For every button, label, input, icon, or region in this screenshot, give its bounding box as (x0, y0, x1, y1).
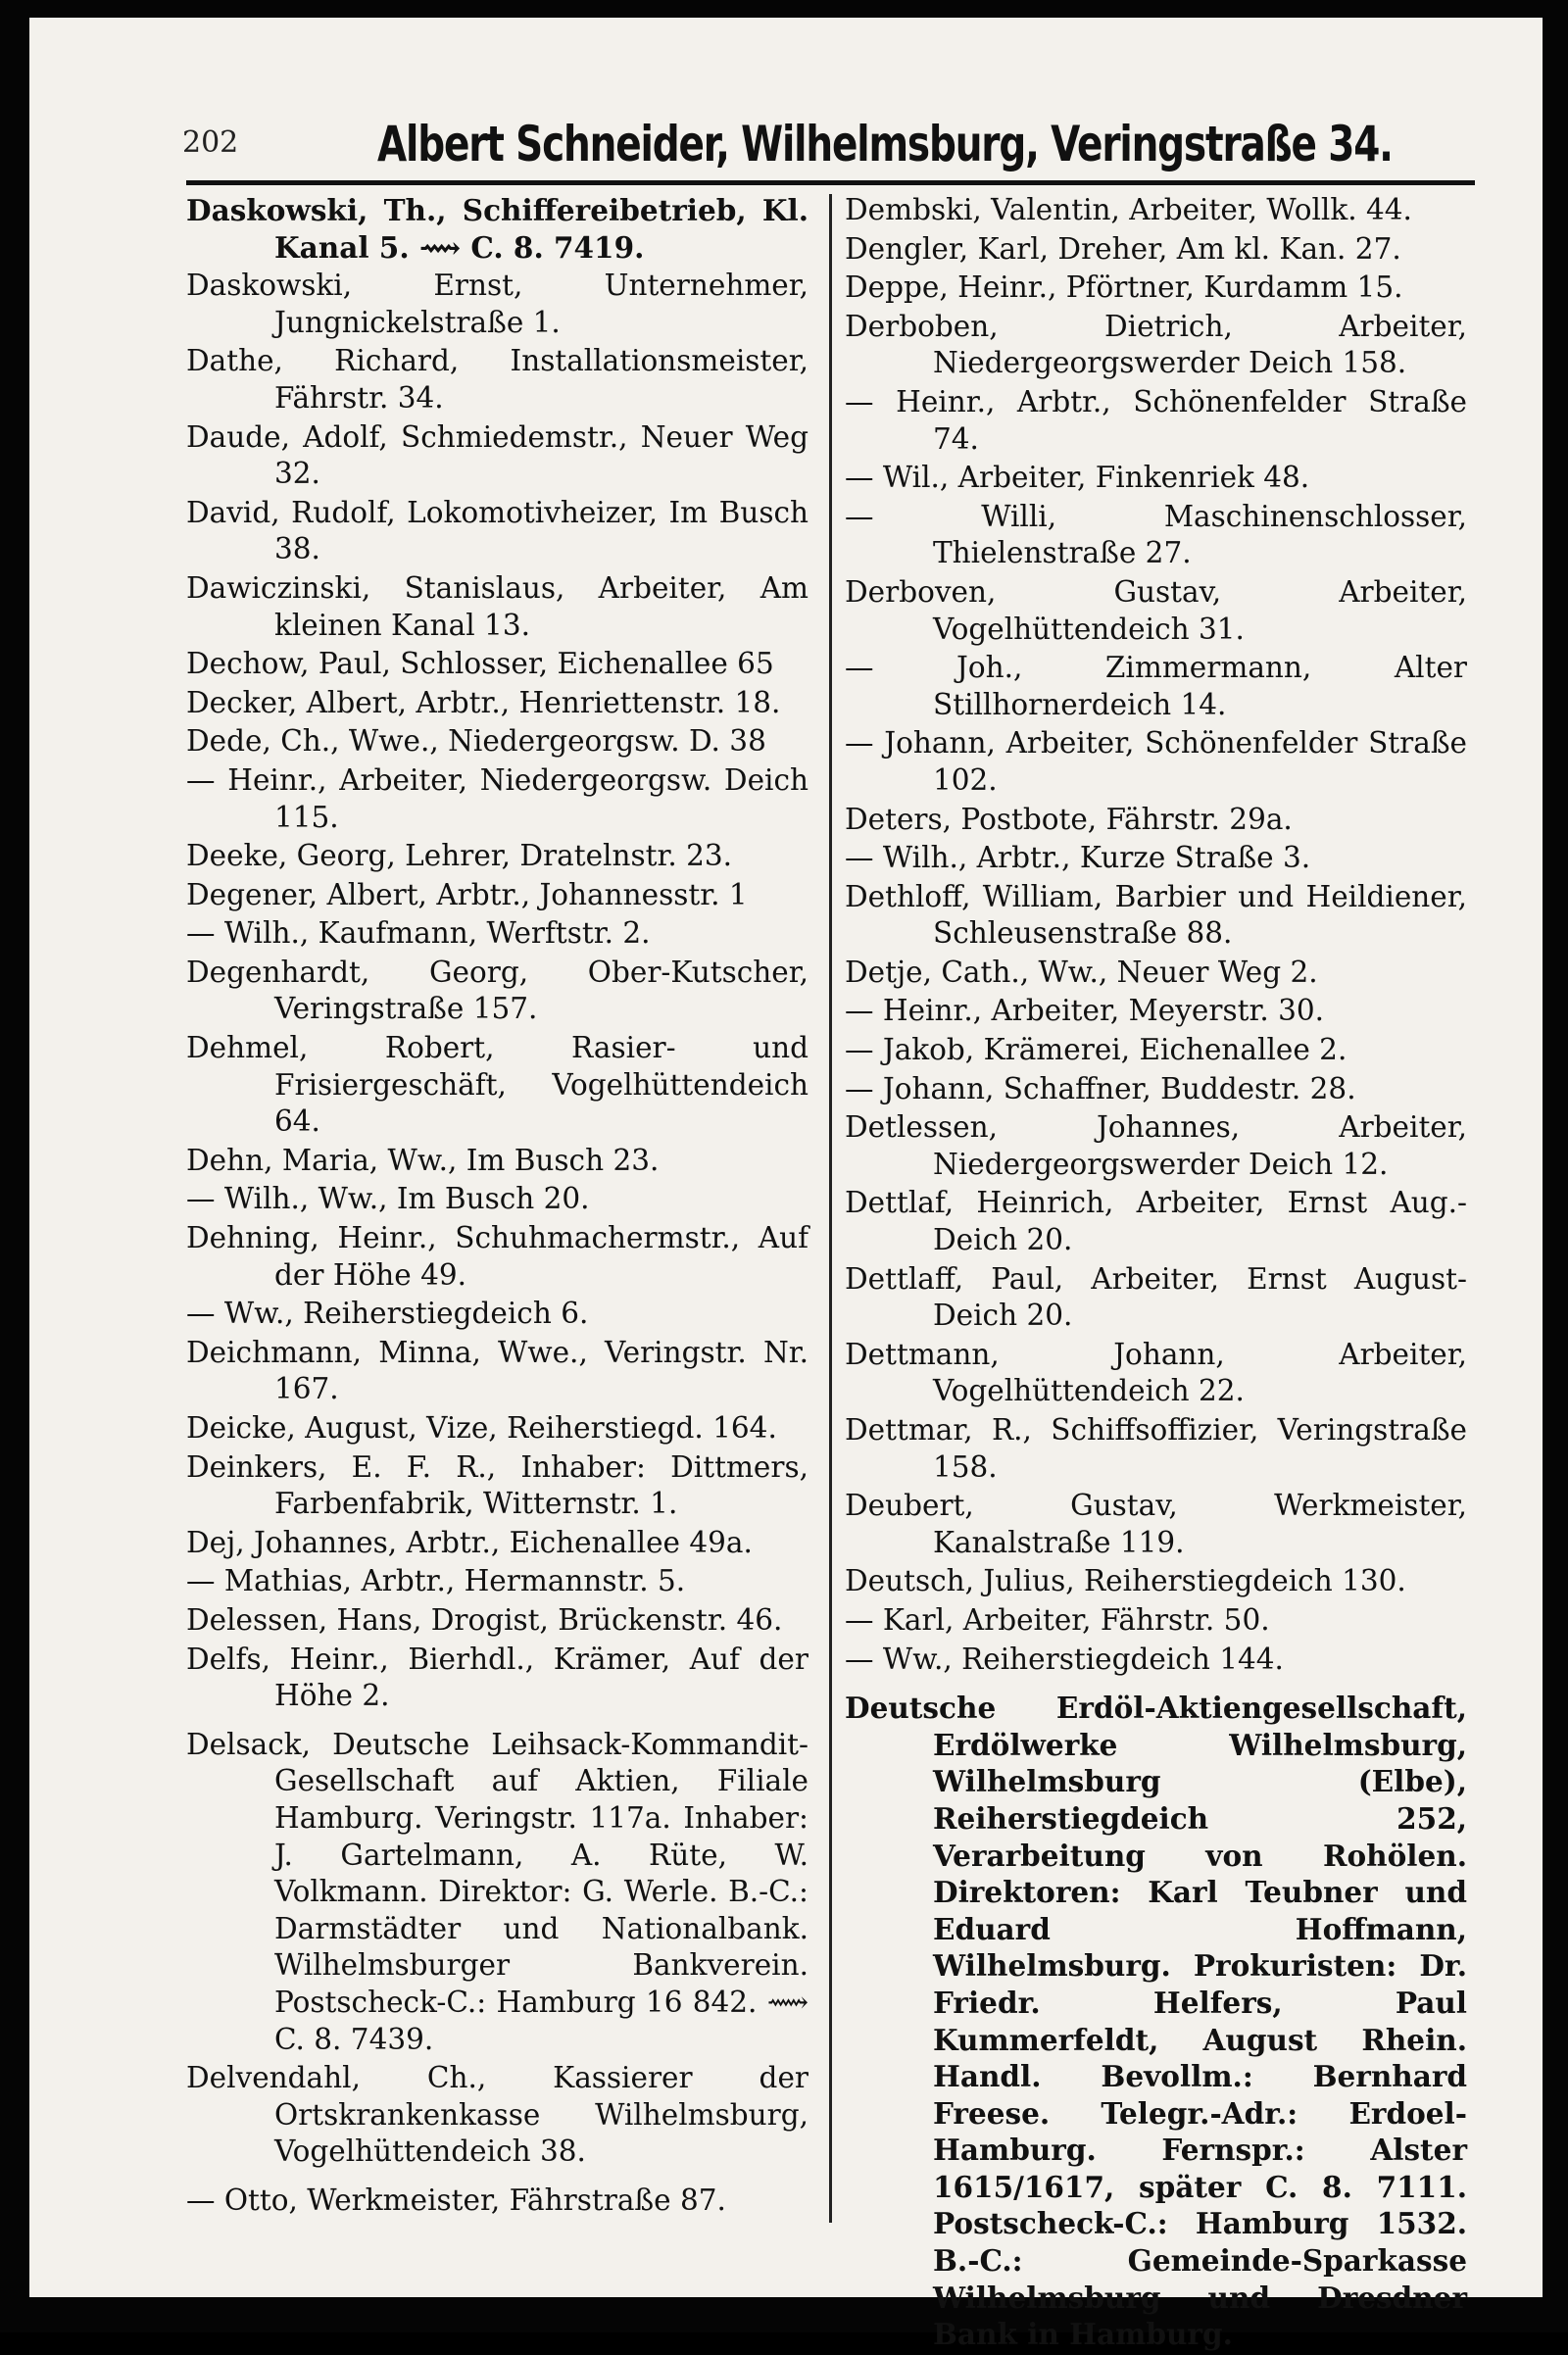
directory-entry: Daskowski, Th., Schiffereibetrieb, Kl. Kanal 5. ⟿ C. 8. 7419. (186, 193, 808, 265)
directory-entry: Deutsch, Julius, Reiherstiegdeich 130. (845, 1564, 1406, 1598)
directory-entry: — Heinr., Arbtr., Schönenfelder Straße 74. (845, 384, 1467, 456)
scan-border-top (0, 0, 1568, 18)
directory-entry: Deinkers, E. F. R., Inhaber: Dittmers, Farbenfabrik, Witternstr. 1. (186, 1449, 808, 1521)
scan-border-left (0, 0, 29, 2332)
scan-border-right (1543, 0, 1568, 2332)
column-divider (829, 194, 832, 2223)
directory-entry: Dathe, Richard, Installationsmeister, Fährstr. 34. (186, 344, 808, 415)
directory-entry: Dede, Ch., Wwe., Niedergeorgsw. D. 38 (186, 724, 766, 759)
directory-entry: Dettmar, R., Schiffsoffizier, Veringstraße 158. (845, 1413, 1467, 1484)
directory-entry: — Wil., Arbeiter, Finkenriek 48. (845, 461, 1310, 495)
directory-entry: — Otto, Werkmeister, Fährstraße 87. (186, 2183, 726, 2217)
directory-entry: Dehning, Heinr., Schuhmachermstr., Auf der Höhe 49. (186, 1221, 808, 1292)
directory-entry: — Karl, Arbeiter, Fährstr. 50. (845, 1602, 1270, 1637)
directory-entry: Dettlaff, Paul, Arbeiter, Ernst August-Deich 20. (845, 1261, 1467, 1333)
directory-entry: Dettmann, Johann, Arbeiter, Vogelhüttendeich 22. (845, 1337, 1467, 1408)
header-rule (186, 180, 1475, 185)
directory-entry: — Willi, Maschinenschlosser, Thielenstraße 27. (845, 499, 1467, 570)
directory-entry: Dehmel, Robert, Rasier- und Frisiergeschäft, Vogelhüttendeich 64. (186, 1031, 808, 1139)
directory-entry: Deters, Postbote, Fährstr. 29a. (845, 802, 1293, 836)
directory-entry: Detje, Cath., Ww., Neuer Weg 2. (845, 955, 1318, 989)
page-header: Albert Schneider, Wilhelmsburg, Veringstraße 34. (377, 116, 1393, 172)
directory-entry: Deppe, Heinr., Pförtner, Kurdamm 15. (845, 270, 1403, 305)
directory-entry: Dej, Johannes, Arbtr., Eichenallee 49a. (186, 1525, 753, 1559)
directory-entry: — Joh., Zimmermann, Alter Stillhornerdeich 14. (845, 651, 1467, 721)
right-column (845, 192, 1467, 2355)
directory-entry: Delfs, Heinr., Bierhdl., Krämer, Auf der Höhe 2. (186, 1642, 808, 1713)
directory-entry: Deicke, August, Vize, Reiherstiegd. 164. (186, 1411, 777, 1445)
directory-entry: David, Rudolf, Lokomotivheizer, Im Busch 38. (186, 495, 808, 566)
directory-entry: — Heinr., Arbeiter, Meyerstr. 30. (845, 994, 1325, 1028)
directory-entry: Deeke, Georg, Lehrer, Dratelnstr. 23. (186, 839, 733, 873)
directory-entry: Daude, Adolf, Schmiedemstr., Neuer Weg 32. (186, 419, 808, 491)
directory-entry: — Mathias, Arbtr., Hermannstr. 5. (186, 1564, 686, 1598)
directory-entry: Deubert, Gustav, Werkmeister, Kanalstraße 119. (845, 1489, 1467, 1559)
directory-entry: Daskowski, Ernst, Unternehmer, Jungnickelstraße 1. (186, 269, 808, 339)
directory-entry: Delsack, Deutsche Leihsack-Kommandit-Gesellschaft auf Aktien, Filiale Hamburg. Veringstr. 117a. Inhaber: J. Gartelmann, A. Rüte, W. Volkmann. Direktor: G. Werle. B.-C.: Darmstädter und Nationalbank. Wilhelmsburger Bankverein. Postscheck-C.: Hamburg 16 842. ⟿ C. 8. 7439. (186, 1727, 808, 2056)
directory-entry: Dethloff, William, Barbier und Heildiener, Schleusenstraße 88. (845, 879, 1467, 951)
directory-entry: — Wilh., Kaufmann, Werftstr. 2. (186, 916, 651, 951)
directory-entry: Delessen, Hans, Drogist, Brückenstr. 46. (186, 1602, 783, 1637)
directory-entry: Dechow, Paul, Schlosser, Eichenallee 65 (186, 647, 774, 681)
left-column (186, 192, 808, 2221)
directory-entry: — Johann, Arbeiter, Schönenfelder Straße 102. (845, 726, 1467, 797)
directory-entry: Derboben, Dietrich, Arbeiter, Niedergeorgswerder Deich 158. (845, 309, 1467, 380)
directory-entry: Decker, Albert, Arbtr., Henriettenstr. 18. (186, 685, 781, 719)
directory-entry: Dawiczinski, Stanislaus, Arbeiter, Am kleinen Kanal 13. (186, 570, 808, 642)
directory-entry: Dehn, Maria, Ww., Im Busch 23. (186, 1143, 660, 1177)
directory-entry: — Wilh., Arbtr., Kurze Straße 3. (845, 841, 1311, 875)
directory-entry: — Jakob, Krämerei, Eichenallee 2. (845, 1033, 1348, 1067)
directory-entry: — Heinr., Arbeiter, Niedergeorgsw. Deich 115. (186, 762, 808, 834)
directory-entry: Dembski, Valentin, Arbeiter, Wollk. 44. (845, 193, 1412, 226)
directory-entry: Dengler, Karl, Dreher, Am kl. Kan. 27. (845, 231, 1401, 266)
page-number: 202 (182, 125, 239, 160)
directory-entry: Derboven, Gustav, Arbeiter, Vogelhüttendeich 31. (845, 574, 1467, 646)
directory-entry: — Ww., Reiherstiegdeich 6. (186, 1297, 589, 1331)
directory-entry: Detlessen, Johannes, Arbeiter, Niedergeorgswerder Deich 12. (845, 1110, 1467, 1181)
directory-entry: — Ww., Reiherstiegdeich 144. (845, 1642, 1284, 1676)
directory-entry: — Johann, Schaffner, Buddestr. 28. (845, 1071, 1356, 1105)
directory-entry: — Wilh., Ww., Im Busch 20. (186, 1182, 590, 1216)
directory-entry: Deutsche Erdöl-Aktiengesellschaft, Erdölwerke Wilhelmsburg, Wilhelmsburg (Elbe), Reiherstiegdeich 252, Verarbeitung von Rohölen. Direktoren: Karl Teubner und Eduard Hoffmann, Wilhelmsburg. Prokuristen: Dr. Friedr. Helfers, Paul Kummerfeldt, August Rhein. Handl. Bevollm.: Bernhard Freese. Telegr.-Adr.: Erdoel-Hamburg. Fernspr.: Alster 1615/1617, später C. 8. 7111. Postscheck-C.: Hamburg 1532. B.-C.: Gemeinde-Sparkasse Wilhelmsburg und Dresdner Bank in Hamburg. (845, 1691, 1467, 2352)
directory-entry: Degenhardt, Georg, Ober-Kutscher, Veringstraße 157. (186, 955, 808, 1026)
directory-entry: Dettlaf, Heinrich, Arbeiter, Ernst Aug.-Deich 20. (845, 1186, 1467, 1257)
directory-entry: Degener, Albert, Arbtr., Johannesstr. 1 (186, 877, 748, 911)
directory-entry: Deichmann, Minna, Wwe., Veringstr. Nr. 167. (186, 1335, 808, 1406)
directory-entry: Delvendahl, Ch., Kassierer der Ortskrankenkasse Wilhelmsburg, Vogelhüttendeich 38. (186, 2061, 808, 2169)
